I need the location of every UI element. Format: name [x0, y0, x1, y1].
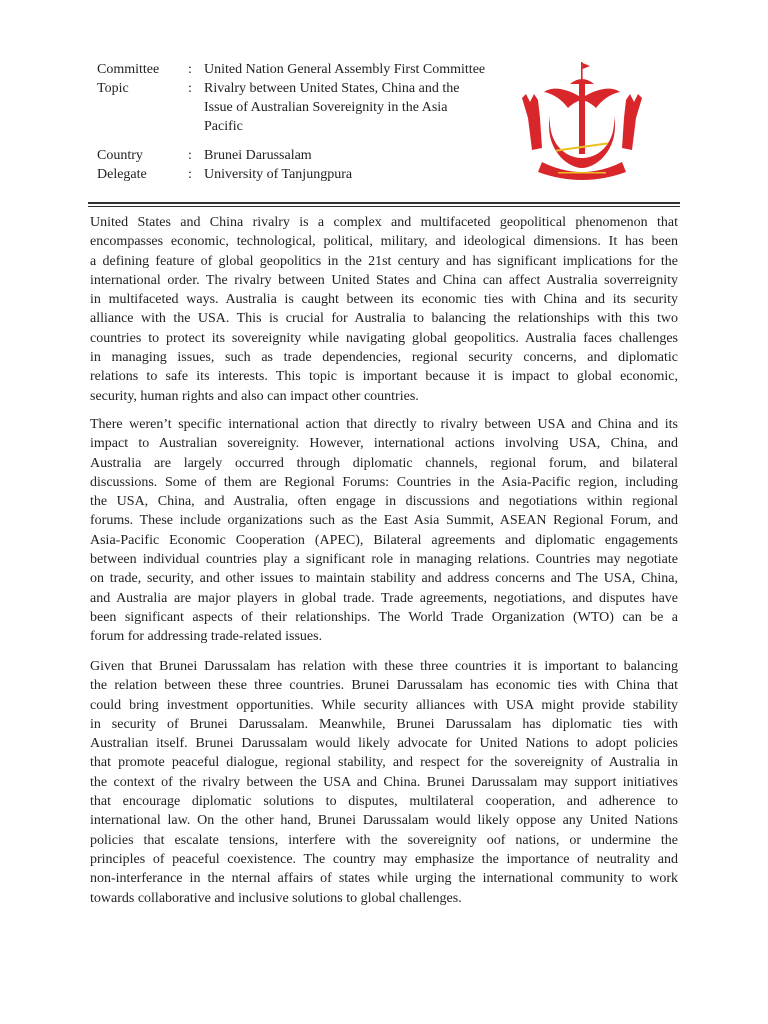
value-line: University of Tanjungpura: [204, 167, 353, 182]
separator: :: [188, 62, 192, 77]
text-line: and Australia are major players in global trade. Trade agreements, negotiations, and disputes have: [90, 590, 678, 606]
text-line: security, human rights and also can impact other countries.: [90, 388, 419, 404]
text-line: countries to protect its sovereignity while navigating global geopolitics. Australia faces challenges: [90, 330, 678, 346]
committee-value: [204, 60, 514, 79]
value-line: Brunei Darussalam: [204, 148, 312, 163]
text-line: that promote peaceful dialogue, regional stability, and respect for the sovereignity of Australia in: [90, 755, 678, 771]
country-row: [97, 146, 514, 165]
committee-row: [97, 60, 514, 79]
text-line: discussions. Some of them are Regional Forums: Countries in the Asia-Pacific region, including: [90, 474, 678, 490]
value-line: Rivalry between United States, China and the: [204, 81, 460, 96]
text-line: been significant aspects of their relationships. The World Trade Organization (WTO) can be a: [90, 609, 678, 625]
separator: :: [188, 148, 192, 163]
header-info: [97, 60, 514, 184]
paragraph-intro: [90, 213, 678, 406]
text-line: encompasses economic, technological, political, military, and ideological dimensions. It has been: [90, 234, 678, 250]
value-line: Pacific: [204, 119, 243, 134]
separator: :: [188, 167, 192, 182]
paragraph-country-position: [90, 657, 678, 908]
text-line: the USA, China, and Australia, often engage in discussions and negotiations within regional: [90, 494, 678, 510]
separator: :: [188, 81, 192, 96]
value-line: United Nation General Assembly First Committee: [204, 62, 486, 77]
text-line: Given that Brunei Darussalam has relation with these three countries it is important to balancing: [90, 659, 678, 674]
committee-label: Committee: [97, 62, 160, 77]
text-line: in security of Brunei Darussalam. Meanwhile, Brunei Darussalam has diplomatic ties with: [90, 716, 678, 732]
text-line: in multifaceted ways. Australia is caught between its economic ties with China and its security: [90, 292, 678, 308]
topic-label: Topic: [97, 81, 129, 96]
country-label: Country: [97, 148, 143, 163]
topic-value: [204, 79, 514, 136]
text-line: that encourage diplomatic solutions to disputes, multilateral cooperation, and adherence to: [90, 794, 678, 810]
header-divider: [88, 202, 680, 204]
text-line: between individual countries play a significant role in managing relations. Countries may negotiate: [90, 552, 678, 568]
brunei-emblem-icon: [512, 58, 652, 182]
header-divider-thin: [88, 206, 680, 207]
text-line: There weren’t specific international action that directly to rivalry between USA and China and its: [90, 417, 678, 432]
country-value: [204, 146, 514, 165]
text-line: Australia are largely occurred through diplomatic channels, regional forum, and bilateral: [90, 455, 678, 471]
delegate-row: [97, 165, 514, 184]
text-line: United States and China rivalry is a complex and multifaceted geopolitical phenomenon that: [90, 215, 678, 230]
text-line: international law. On the other hand, Brunei Darussalam would likely oppose any United Nations: [90, 813, 678, 829]
text-line: on trade, security, and other issues to maintain stability and address concerns and The USA, China,: [90, 571, 678, 587]
text-line: Asia-Pacific Economic Cooperation (APEC), Bilateral agreements and diplomatic engagements: [90, 532, 678, 548]
text-line: in managing issues, such as trade dependencies, regional security concerns, and diplomatic: [90, 350, 678, 366]
topic-row: [97, 79, 514, 136]
text-line: could bring investment opportunities. While security alliances with USA might provide stability: [90, 697, 678, 713]
text-line: impact to Australian sovereignity. However, international actions involving USA, China, and: [90, 436, 678, 452]
text-line: the relation between these three countries. Brunei Darussalam has economic ties with China that: [90, 678, 678, 694]
text-line: policies that escalate tensions, interfere with the sovereignity oof nations, or undermine the: [90, 832, 678, 848]
text-line: a defining feature of global geopolitics in the 21st century and has significant implications for the: [90, 253, 678, 269]
text-line: alliance with the USA. This is crucial for Australia to balancing the relationships with this two: [90, 311, 678, 327]
text-line: relations to safe its interests. This topic is important because it is impact to global economic,: [90, 369, 678, 385]
text-line: international order. The rivalry between United States and China can affect Australia soverreignity: [90, 272, 678, 288]
delegate-label: Delegate: [97, 167, 147, 182]
value-line: Issue of Australian Sovereignity in the Asia: [204, 100, 448, 115]
text-line: towards collaborative and inclusive solutions to global challenges.: [90, 890, 462, 906]
paragraph-international-action: [90, 415, 678, 647]
delegate-value: [204, 165, 514, 184]
text-line: forums. These include organizations such as the East Asia Summit, ASEAN Regional Forum, and: [90, 513, 678, 529]
text-line: Australian itself. Brunei Darussalam would likely advocate for United Nations to adopt policies: [90, 736, 678, 752]
text-line: the context of the rivalry between the USA and China. Brunei Darussalam may support initiatives: [90, 774, 678, 790]
text-line: non-interferance in the nternal affairs of states while urging the international community to work: [90, 871, 678, 887]
text-line: forum for addressing trade-related issues.: [90, 629, 323, 645]
text-line: principles of peaceful coexistence. The country may emphasize the importance of neutrality and: [90, 851, 678, 867]
